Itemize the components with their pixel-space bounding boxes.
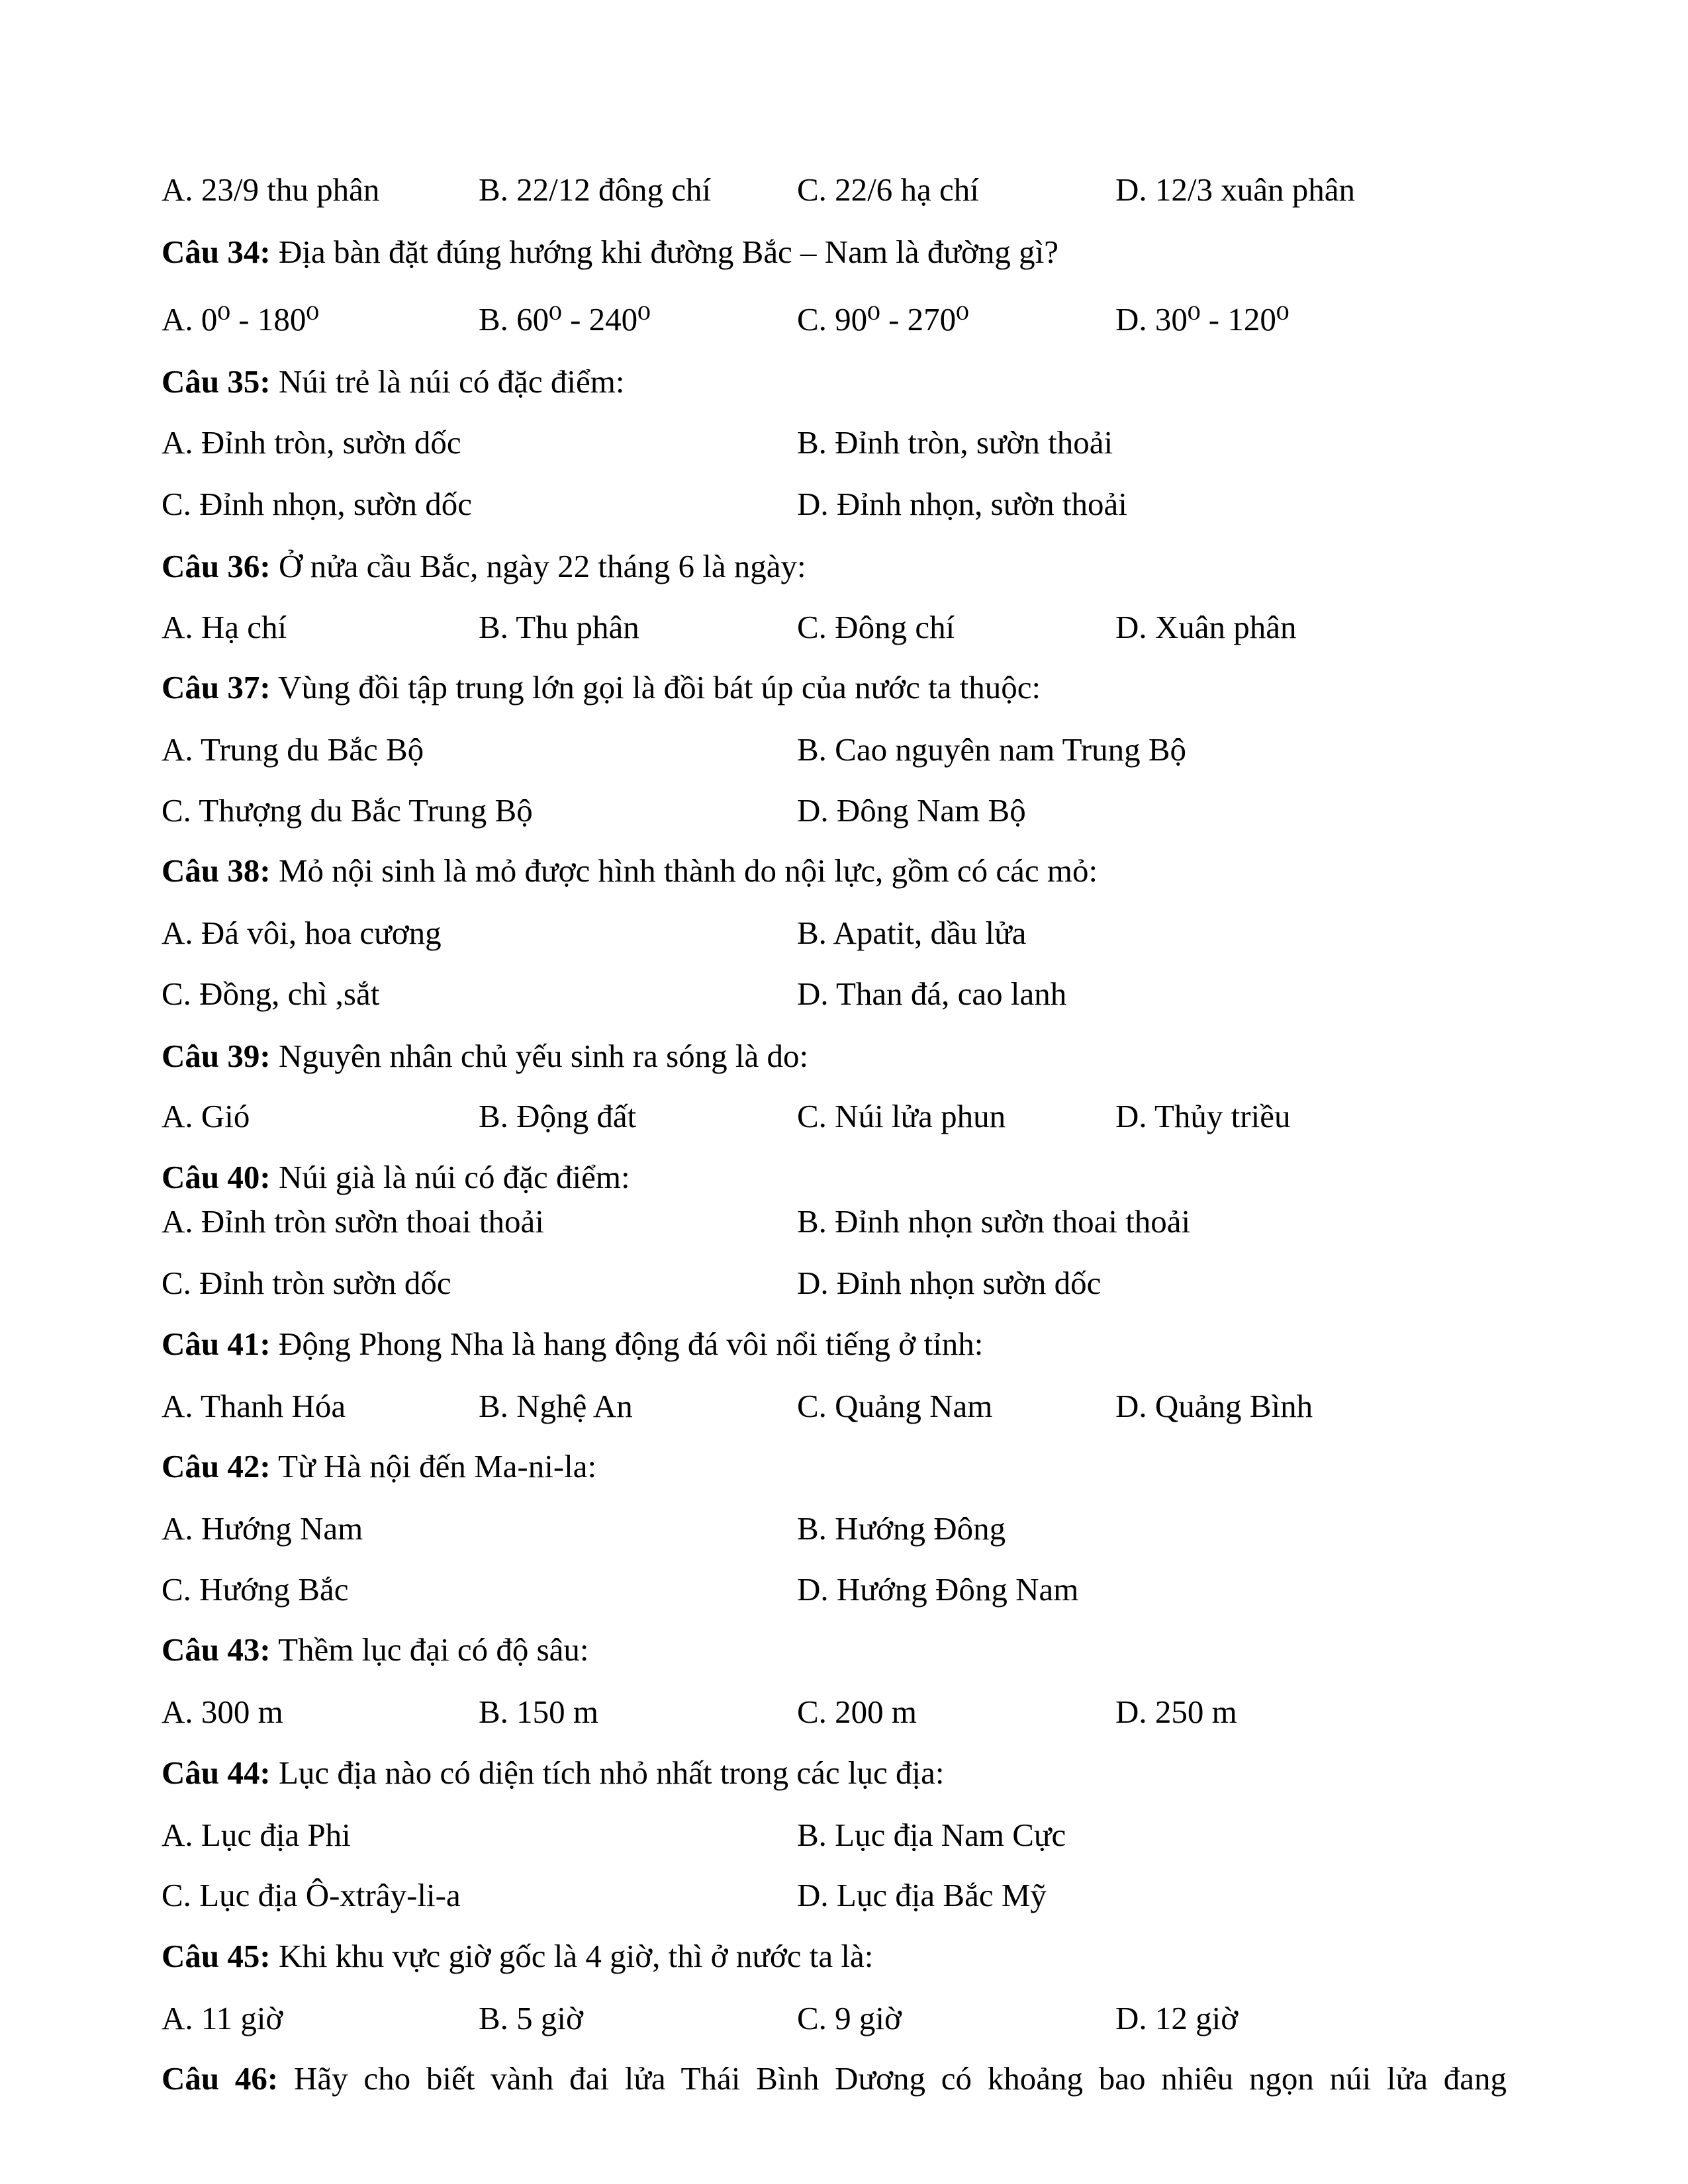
question-number: Câu 46:: [162, 2060, 279, 2097]
question-line: [162, 362, 1507, 402]
answer-option: C. 90⁰ - 270⁰: [797, 301, 969, 338]
answer-option: D. 12/3 xuân phân: [1115, 171, 1355, 208]
answer-option: C. Quảng Nam: [797, 1388, 993, 1424]
answer-option: A. 11 giờ: [162, 2000, 283, 2036]
question-text: Vùng đồi tập trung lớn gọi là đồi bát úp của nước ta thuộc:: [270, 669, 1041, 705]
answer-option: D. Lục địa Bắc Mỹ: [797, 1877, 1047, 1913]
answer-option: D. Đỉnh nhọn, sườn thoải: [797, 486, 1127, 522]
answer-option: B. Động đất: [479, 1098, 637, 1134]
question-number: Câu 45:: [162, 1938, 271, 1974]
answer-option: C. 200 m: [797, 1694, 917, 1730]
question-line: [162, 1158, 1507, 1197]
question-number: Câu 42:: [162, 1448, 271, 1484]
answer-option: B. 22/12 đông chí: [479, 171, 712, 208]
question-text: Động Phong Nha là hang động đá vôi nổi tiếng ở tỉnh:: [270, 1326, 984, 1362]
answer-option: B. Thu phân: [479, 609, 639, 645]
question-text: Địa bàn đặt đúng hướng khi đường Bắc – Nam là đường gì?: [270, 234, 1059, 270]
answer-option: D. 250 m: [1115, 1694, 1237, 1730]
answer-option: A. 0⁰ - 180⁰: [162, 301, 319, 338]
question-line: [162, 1936, 1507, 1976]
answer-option: A. Hạ chí: [162, 609, 287, 645]
question-number: Câu 41:: [162, 1326, 271, 1362]
answer-option: A. Gió: [162, 1098, 250, 1134]
question-text: Thềm lục đại có độ sâu:: [270, 1631, 589, 1668]
answer-option: A. Đá vôi, hoa cương: [162, 915, 442, 951]
answer-option: C. 22/6 hạ chí: [797, 171, 979, 208]
answer-option: C. Đỉnh tròn sườn dốc: [162, 1265, 451, 1301]
answer-option: B. 5 giờ: [479, 2000, 583, 2036]
answer-option: C. Núi lửa phun: [797, 1098, 1006, 1134]
answer-option: C. Đồng, chì ,sắt: [162, 976, 380, 1012]
question-text: Từ Hà nội đến Ma-ni-la:: [270, 1448, 597, 1484]
answer-option: A. Lục địa Phi: [162, 1817, 351, 1853]
answer-option: A. Trung du Bắc Bộ: [162, 731, 424, 768]
question-number: Câu 39:: [162, 1038, 271, 1074]
question-text: Ở nửa cầu Bắc, ngày 22 tháng 6 là ngày:: [270, 548, 806, 584]
answer-option: D. Thủy triều: [1115, 1098, 1291, 1134]
answer-option: C. Hướng Bắc: [162, 1571, 349, 1608]
answer-option: B. Cao nguyên nam Trung Bộ: [797, 731, 1187, 768]
answer-option: B. Đỉnh nhọn sườn thoai thoải: [797, 1203, 1191, 1240]
question-text: Mỏ nội sinh là mỏ được hình thành do nội lực, gồm có các mỏ:: [270, 852, 1098, 889]
answer-option: D. Than đá, cao lanh: [797, 976, 1067, 1012]
answer-option: B. Nghệ An: [479, 1388, 633, 1424]
question-text: Núi trẻ là núi có đặc điểm:: [270, 363, 625, 400]
answer-option: B. Hướng Đông: [797, 1510, 1006, 1547]
answer-option: B. Lục địa Nam Cực: [797, 1817, 1066, 1853]
question-number: Câu 36:: [162, 548, 271, 584]
answer-option: B. Đỉnh tròn, sườn thoải: [797, 424, 1113, 461]
question-line: [162, 1324, 1507, 1364]
answer-option: B. 60⁰ - 240⁰: [479, 301, 651, 338]
answer-option: B. 150 m: [479, 1694, 599, 1730]
question-number: Câu 44:: [162, 1754, 271, 1791]
question-line: [162, 1630, 1507, 1670]
answer-option: D. Quảng Bình: [1115, 1388, 1313, 1424]
answer-option: C. 9 giờ: [797, 2000, 902, 2036]
question-number: Câu 38:: [162, 852, 271, 889]
question-line: [162, 547, 1507, 586]
question-number: Câu 37:: [162, 669, 271, 705]
answer-option: A. Hướng Nam: [162, 1510, 363, 1547]
answer-option: D. Xuân phân: [1115, 609, 1297, 645]
question-line: [162, 668, 1507, 707]
answer-option: D. Đông Nam Bộ: [797, 792, 1026, 829]
question-line: [162, 2059, 1507, 2099]
answer-option: A. 23/9 thu phân: [162, 171, 380, 208]
answer-option: D. Đỉnh nhọn sườn dốc: [797, 1265, 1102, 1301]
answer-option: D. Hướng Đông Nam: [797, 1571, 1079, 1608]
answer-option: C. Đông chí: [797, 609, 955, 645]
question-number: Câu 43:: [162, 1631, 271, 1668]
question-text: Nguyên nhân chủ yếu sinh ra sóng là do:: [270, 1038, 809, 1074]
question-text: Khi khu vực giờ gốc là 4 giờ, thì ở nước ta là:: [270, 1938, 874, 1974]
question-line: [162, 851, 1507, 891]
question-line: [162, 232, 1507, 272]
answer-option: C. Thượng du Bắc Trung Bộ: [162, 792, 533, 829]
question-text: Núi già là núi có đặc điểm:: [270, 1159, 630, 1195]
answer-option: A. Đỉnh tròn, sườn dốc: [162, 424, 461, 461]
answer-option: A. Thanh Hóa: [162, 1388, 346, 1424]
question-number: Câu 34:: [162, 234, 271, 270]
answer-option: D. 12 giờ: [1115, 2000, 1239, 2036]
answer-option: C. Lục địa Ô-xtrây-li-a: [162, 1877, 461, 1913]
question-line: [162, 1036, 1507, 1076]
question-number: Câu 35:: [162, 363, 271, 400]
question-text: Hãy cho biết vành đai lửa Thái Bình Dương có khoảng bao nhiêu ngọn núi lửa đang: [278, 2060, 1507, 2097]
answer-option: C. Đỉnh nhọn, sườn dốc: [162, 486, 472, 522]
question-line: [162, 1447, 1507, 1486]
answer-option: A. Đỉnh tròn sườn thoai thoải: [162, 1203, 544, 1240]
question-text: Lục địa nào có diện tích nhỏ nhất trong các lục địa:: [270, 1754, 945, 1791]
answer-option: B. Apatit, dầu lửa: [797, 915, 1027, 951]
question-number: Câu 40:: [162, 1159, 271, 1195]
answer-option: D. 30⁰ - 120⁰: [1115, 301, 1289, 338]
question-line: [162, 1753, 1507, 1793]
answer-option: A. 300 m: [162, 1694, 283, 1730]
